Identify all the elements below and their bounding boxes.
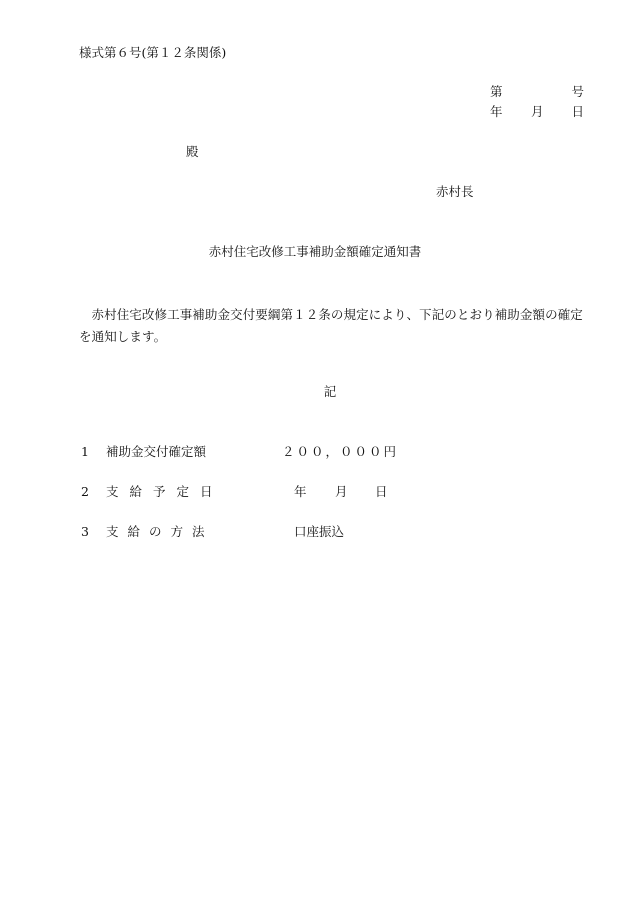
ki-heading: 記	[323, 384, 337, 399]
item-value-payment-method: 口座振込	[294, 524, 345, 539]
form-identifier: 様式第６号(第１２条関係)	[79, 45, 227, 60]
item-value-confirmed-amount: ２００，０００円	[282, 444, 399, 459]
body-paragraph: 赤村住宅改修工事補助金交付要綱第１２条の規定により、下記のとおり補助金額の確定を通知します。	[79, 307, 583, 344]
payment-date-year: 年	[294, 484, 307, 499]
item-label-payment-date: 支給予定日	[106, 484, 224, 499]
number-prefix: 第	[490, 84, 503, 99]
item-label-payment-method: 支給の方法	[106, 524, 214, 539]
addressee-honorific: 殿	[186, 144, 199, 159]
item-number: 1	[81, 444, 89, 459]
item-label-confirmed-amount: 補助金交付確定額	[106, 444, 207, 459]
date-day: 日	[571, 104, 584, 119]
document-title: 赤村住宅改修工事補助金額確定通知書	[208, 244, 422, 259]
date-year: 年	[490, 104, 503, 119]
item-number: 2	[81, 484, 89, 499]
sender-name: 赤村長	[436, 184, 474, 199]
payment-date-month: 月	[335, 484, 348, 499]
date-month: 月	[531, 104, 544, 119]
payment-date-day: 日	[375, 484, 388, 499]
number-suffix: 号	[571, 84, 584, 99]
item-number: 3	[81, 524, 89, 539]
